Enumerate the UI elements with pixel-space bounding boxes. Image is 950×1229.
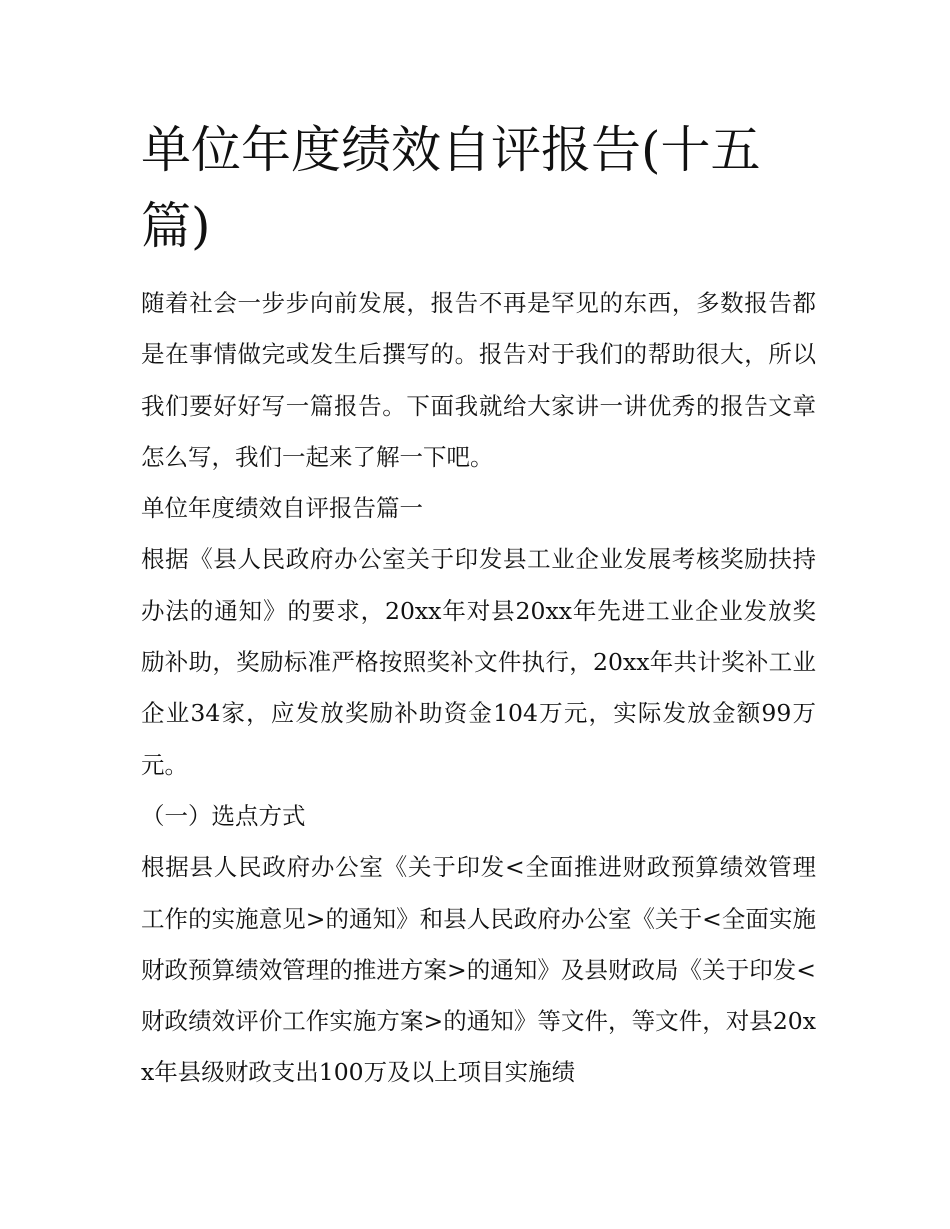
intro-paragraph: 随着社会一步步向前发展，报告不再是罕见的东西，多数报告都是在事情做完或发生后撰写的。报告对于我们的帮助很大，所以我们要好好写一篇报告。下面我就给大家讲一讲优秀的报告文章怎么写，我们一起来了解一下吧。	[141, 289, 816, 471]
paragraph-2: 根据县人民政府办公室《关于印发<全面推进财政预算绩效管理工作的实施意见>的通知》和县人民政府办公室《关于<全面实施财政预算绩效管理的推进方案>的通知》及县财政局《关于印发<财政绩效评价工作实施方案>的通知》等文件，等文件，对县20xx年县级财政支出100万及以上项目实施绩	[141, 853, 816, 1087]
paragraph-1: 根据《县人民政府办公室关于印发县工业企业发展考核奖励扶持办法的通知》的要求，20xx年对县20xx年先进工业企业发放奖励补助，奖励标准严格按照奖补文件执行，20xx年共计奖补工业企业34家，应发放奖励补助资金104万元，实际发放金额99万元。	[141, 545, 816, 779]
document-title: 单位年度绩效自评报告(十五篇)	[141, 121, 761, 255]
subheading-1: （一）选点方式	[141, 801, 306, 830]
document-body	[141, 278, 816, 1099]
section-heading: 单位年度绩效自评报告篇一	[141, 494, 423, 523]
